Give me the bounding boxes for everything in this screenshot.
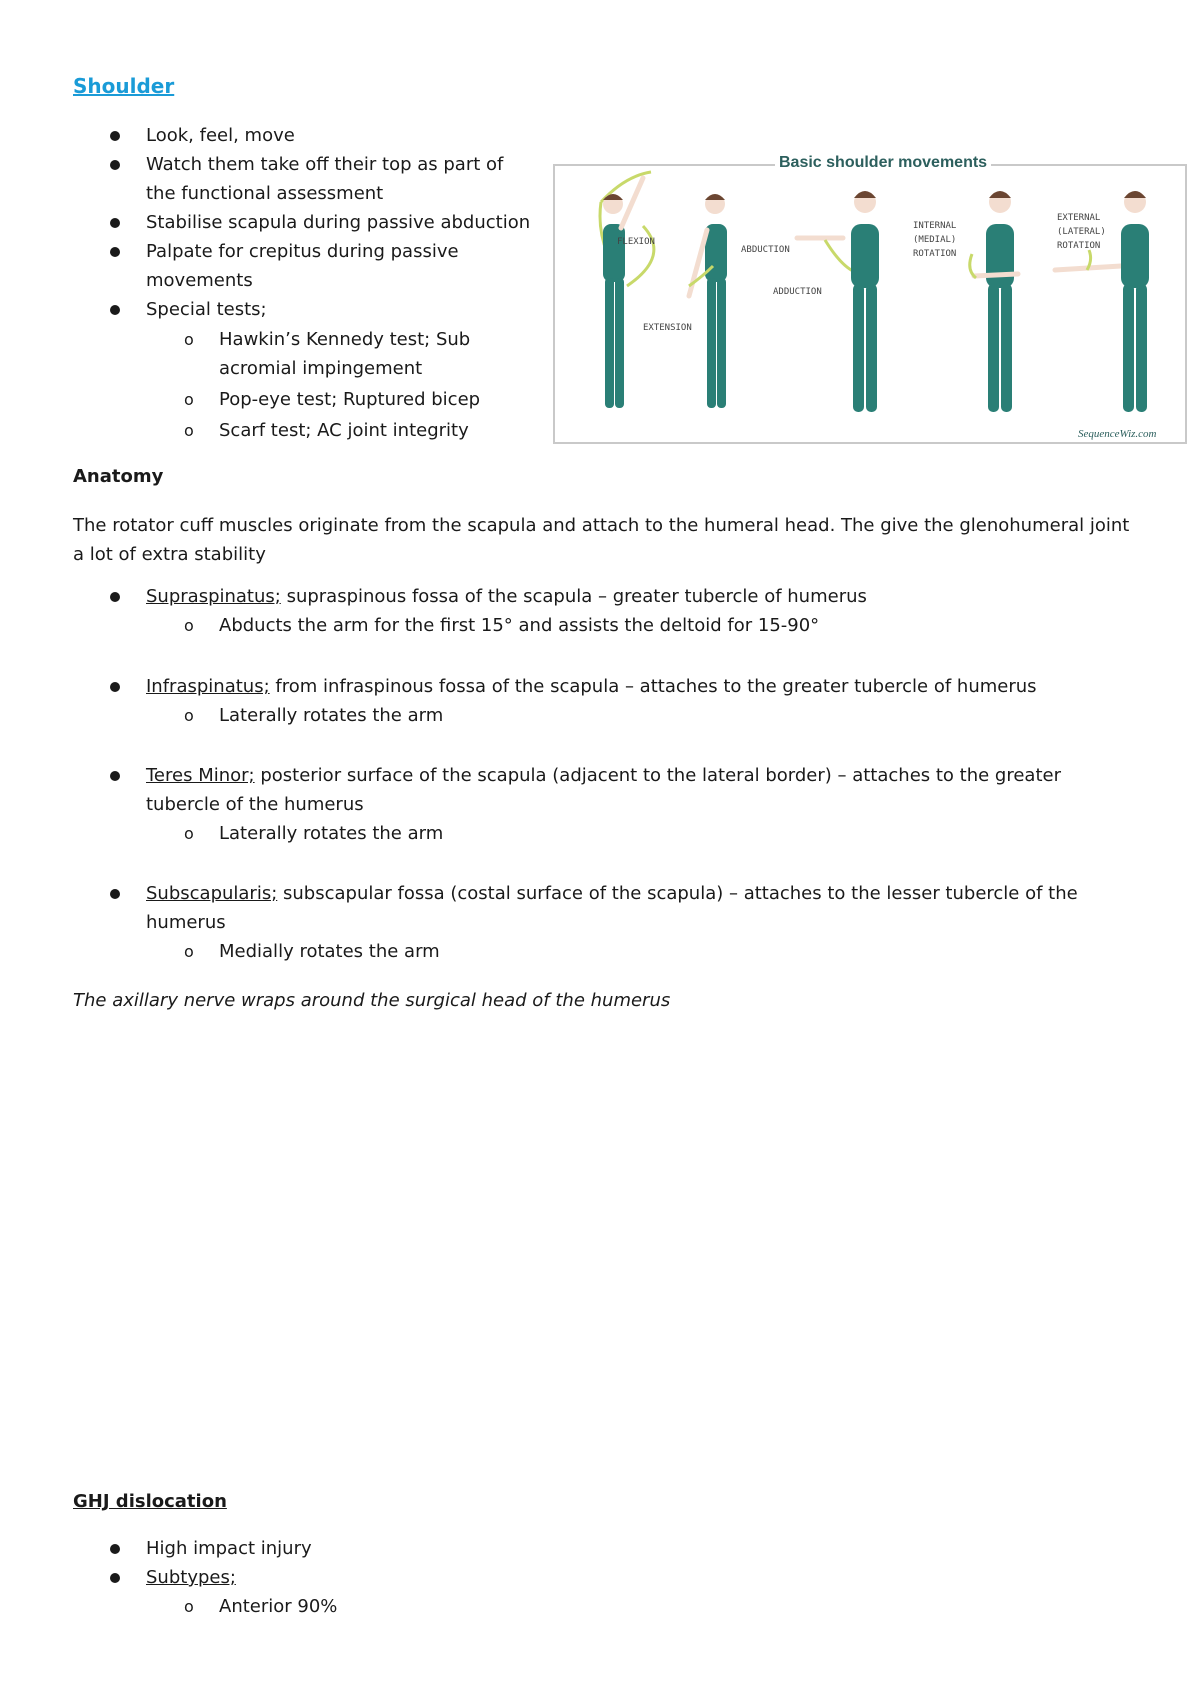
- sub-list-item-continuation: acromial impingement: [219, 358, 423, 379]
- label-extension: EXTENSION: [643, 323, 692, 333]
- muscle-teres-minor: [146, 761, 1061, 790]
- muscle-name: Supraspinatus;: [146, 586, 281, 607]
- muscle-description: posterior surface of the scapula (adjacent to the lateral border) – attaches to the greater: [254, 765, 1061, 786]
- bullet-dot: [110, 592, 120, 602]
- anatomy-heading: Anatomy: [73, 466, 164, 487]
- muscle-action: Abducts the arm for the first 15° and assists the deltoid for 15-90°: [219, 615, 820, 636]
- figure-abduction: [797, 191, 879, 412]
- sub-bullet-circle: o: [184, 706, 194, 725]
- bullet-dot: [110, 682, 120, 692]
- muscle-description: from infraspinous fossa of the scapula – attaches to the greater tubercle of humerus: [269, 676, 1037, 697]
- list-item: Palpate for crepitus during passive: [146, 241, 459, 262]
- sub-bullet-circle: o: [184, 330, 194, 349]
- bullet-dot: [110, 160, 120, 170]
- list-item-continuation: the functional assessment: [146, 183, 384, 204]
- list-item: Watch them take off their top as part of: [146, 154, 504, 175]
- muscle-description: subscapular fossa (costal surface of the scapula) – attaches to the lesser tubercle of the: [277, 883, 1078, 904]
- label-abduction: ABDUCTION: [741, 245, 790, 255]
- muscle-supraspinatus: [146, 582, 867, 611]
- anatomy-intro-line-2: a lot of extra stability: [73, 544, 266, 565]
- muscle-name: Infraspinatus;: [146, 676, 270, 697]
- list-item-continuation: movements: [146, 270, 253, 291]
- muscle-action: Medially rotates the arm: [219, 941, 440, 962]
- muscle-infraspinatus: [146, 672, 1037, 701]
- label-internal-rotation-3: ROTATION: [913, 249, 957, 259]
- label-external-rotation-1: EXTERNAL: [1057, 213, 1101, 223]
- bullet-dot: [110, 131, 120, 141]
- anatomy-intro-line-1: The rotator cuff muscles originate from the scapula and attach to the humeral head. The give the glenohumeral joint: [73, 515, 1130, 536]
- sub-bullet-circle: o: [184, 616, 194, 635]
- shoulder-movements-figure: [553, 154, 1187, 444]
- bullet-dot: [110, 218, 120, 228]
- list-item: High impact injury: [146, 1538, 312, 1559]
- list-item: Look, feel, move: [146, 125, 295, 146]
- sub-bullet-circle: o: [184, 1597, 194, 1616]
- muscle-description: supraspinous fossa of the scapula – greater tubercle of humerus: [280, 586, 867, 607]
- muscle-name: Teres Minor;: [146, 765, 255, 786]
- ghj-heading: GHJ dislocation: [73, 1491, 227, 1512]
- muscle-description-continuation: humerus: [146, 912, 226, 933]
- sub-list-item: Pop-eye test; Ruptured bicep: [219, 389, 481, 410]
- label-flexion: FLEXION: [617, 237, 655, 247]
- muscle-description-continuation: tubercle of the humerus: [146, 794, 364, 815]
- bullet-dot: [110, 1573, 120, 1583]
- shoulder-title[interactable]: Shoulder: [73, 74, 175, 98]
- list-item: Stabilise scapula during passive abduction: [146, 212, 531, 233]
- figure-internal-rotation: [970, 191, 1018, 412]
- sub-bullet-circle: o: [184, 824, 194, 843]
- bullet-dot: [110, 889, 120, 899]
- label-external-rotation-2: (LATERAL): [1057, 227, 1106, 237]
- bullet-dot: [110, 247, 120, 257]
- sub-list-item: Hawkin’s Kennedy test; Sub: [219, 329, 471, 350]
- axillary-nerve-note: The axillary nerve wraps around the surgical head of the humerus: [73, 990, 671, 1011]
- label-adduction: ADDUCTION: [773, 287, 822, 297]
- sub-list-item: Scarf test; AC joint integrity: [219, 420, 469, 441]
- sub-bullet-circle: o: [184, 942, 194, 961]
- list-item: Special tests;: [146, 299, 267, 320]
- label-internal-rotation-1: INTERNAL: [913, 221, 957, 231]
- figure-illustration: [555, 166, 1185, 442]
- list-item-subtypes: Subtypes;: [146, 1567, 236, 1588]
- muscle-action: Laterally rotates the arm: [219, 705, 444, 726]
- figure-title: Basic shoulder movements: [775, 154, 991, 172]
- sub-bullet-circle: o: [184, 421, 194, 440]
- muscle-name: Subscapularis;: [146, 883, 278, 904]
- label-external-rotation-3: ROTATION: [1057, 241, 1101, 251]
- label-internal-rotation-2: (MEDIAL): [913, 235, 957, 245]
- muscle-action: Laterally rotates the arm: [219, 823, 444, 844]
- bullet-dot: [110, 1544, 120, 1554]
- figure-credit: SequenceWiz.com: [1075, 428, 1160, 440]
- sub-list-item: Anterior 90%: [219, 1596, 338, 1617]
- figure-flexion: [600, 172, 654, 408]
- bullet-dot: [110, 771, 120, 781]
- figure-extension: [689, 194, 727, 408]
- muscle-subscapularis: [146, 879, 1078, 908]
- sub-bullet-circle: o: [184, 390, 194, 409]
- bullet-dot: [110, 305, 120, 315]
